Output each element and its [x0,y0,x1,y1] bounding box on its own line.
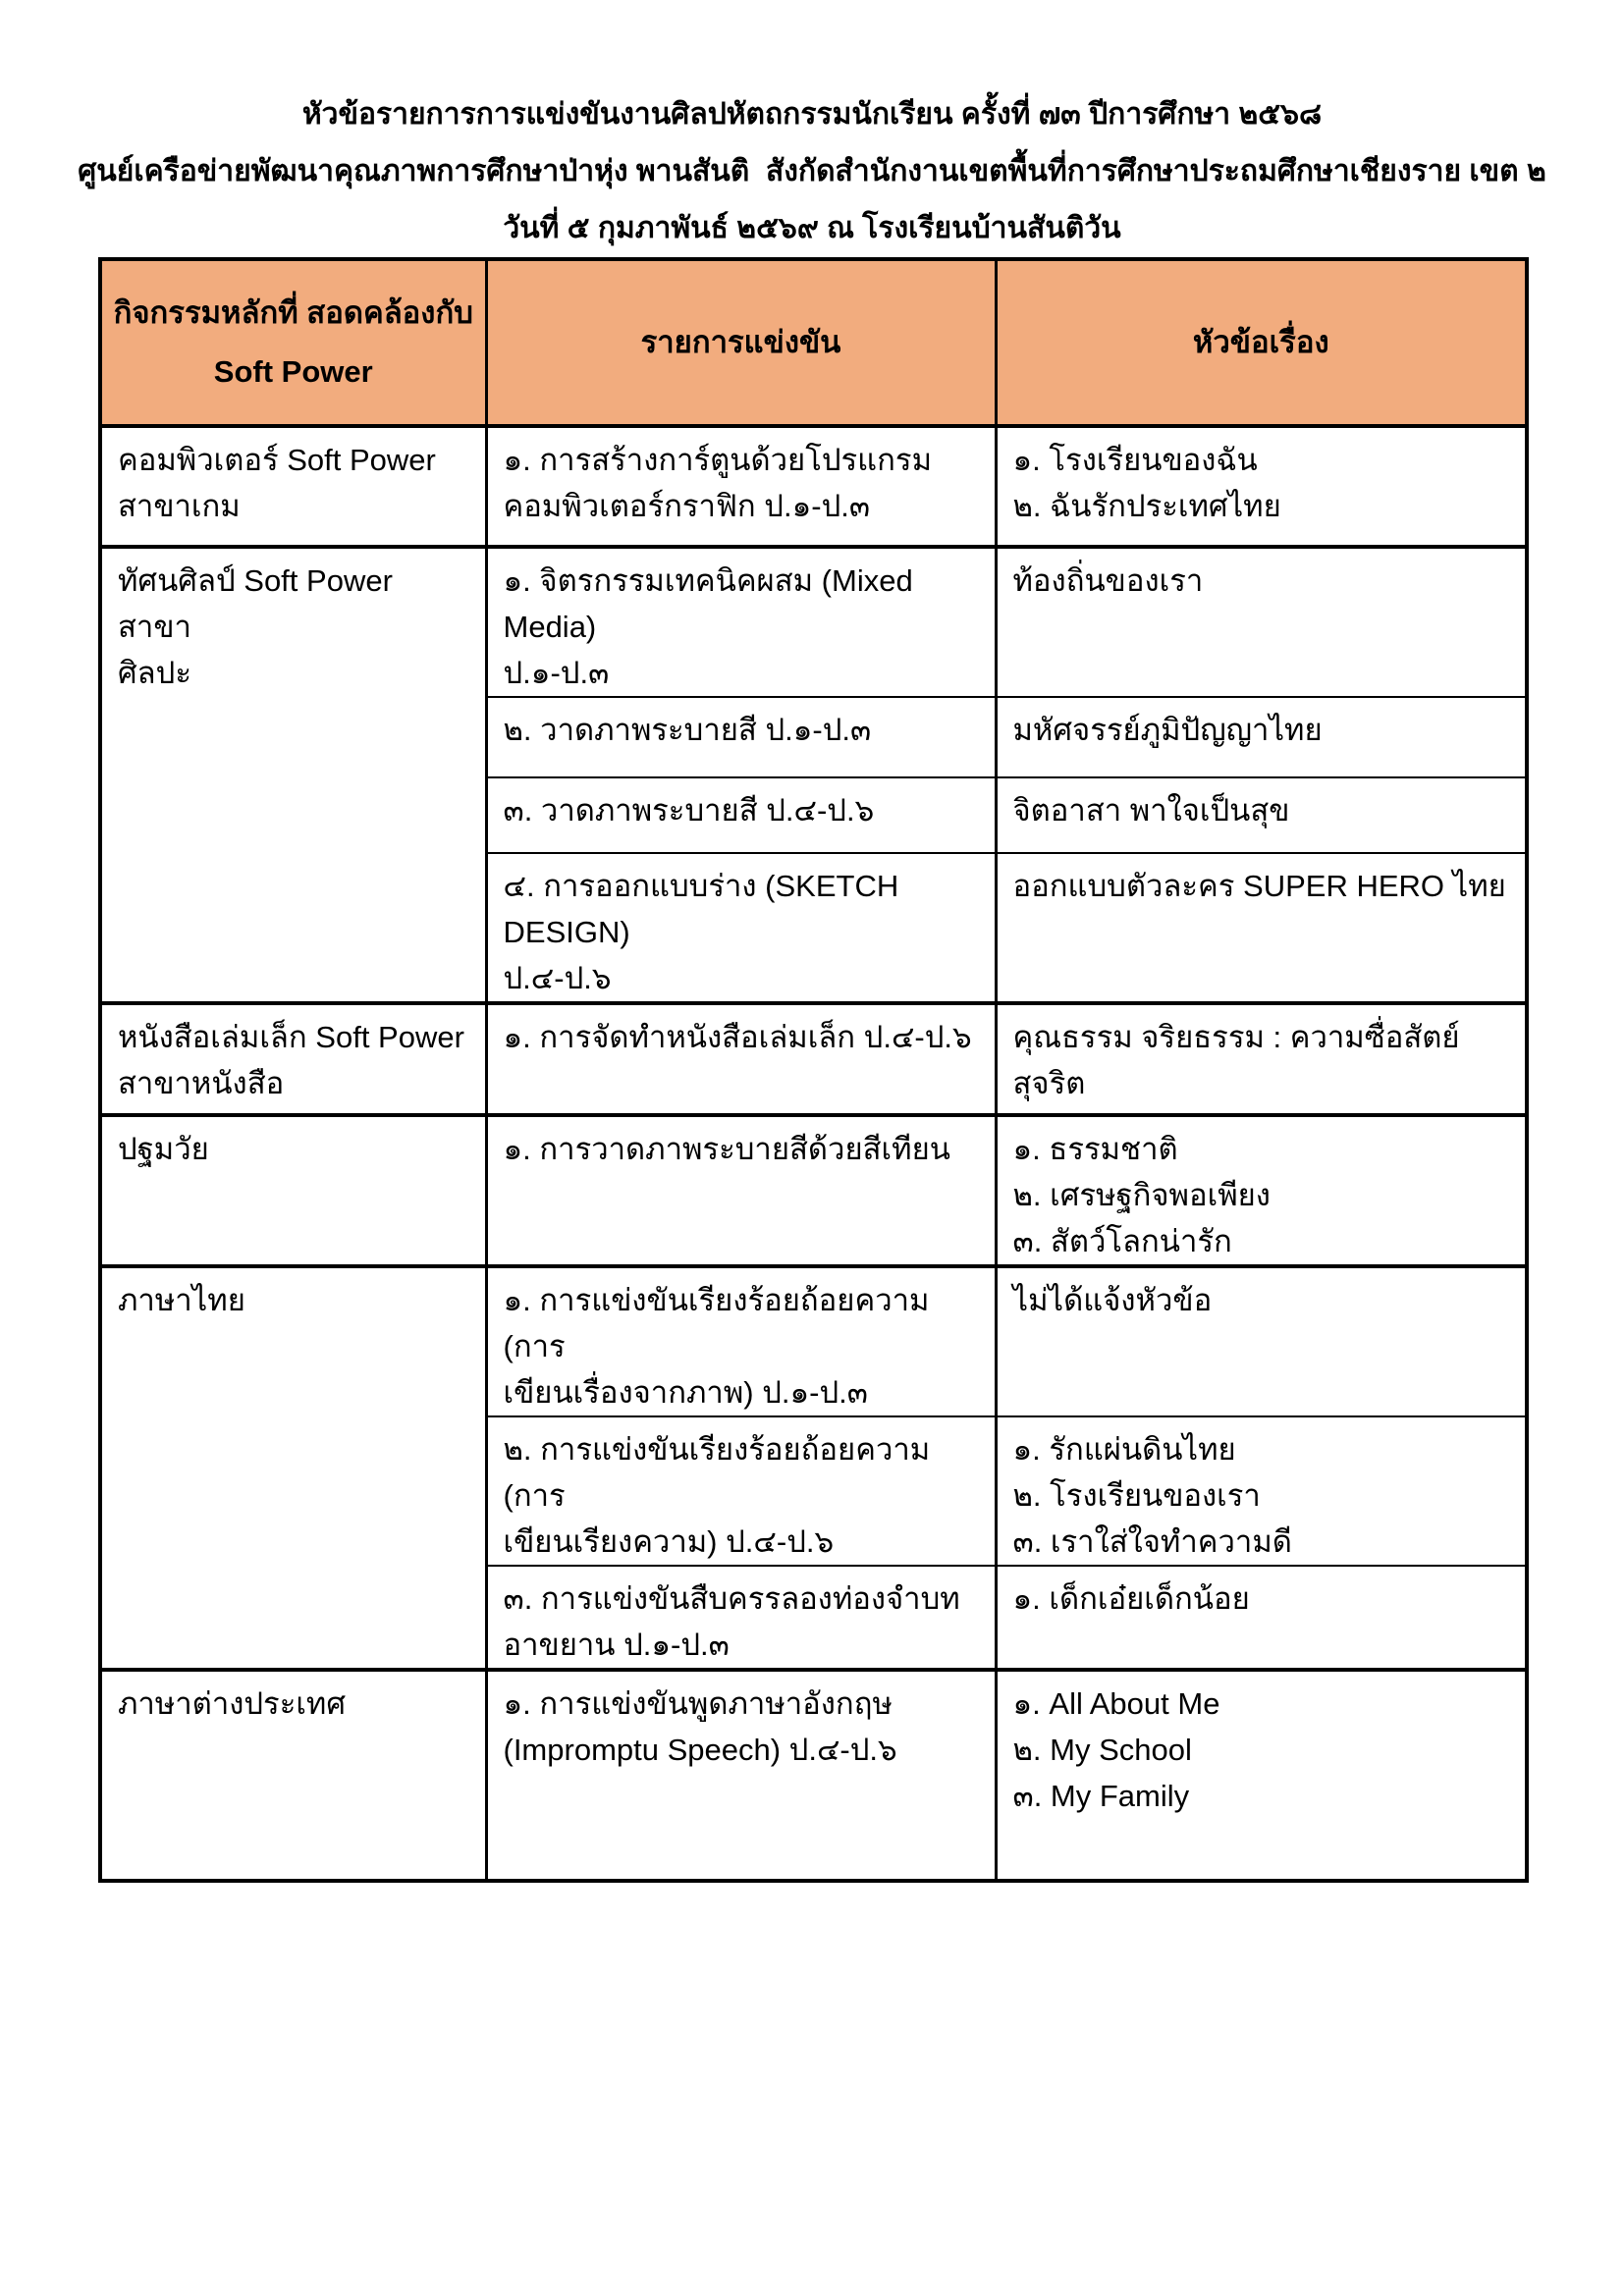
category-line: ศิลปะ [118,656,192,690]
category-line: สาขาเกม [118,489,241,523]
event-line: ๓. วาดภาพระบายสี ป.๔-ป.๖ [503,793,875,828]
topic-line: ๑. รักแผ่นดินไทย [1012,1432,1236,1467]
event-line: คอมพิวเตอร์กราฟิก ป.๑-ป.๓ [503,489,871,523]
category-cell [100,426,486,547]
event-cell [486,1670,996,1881]
topic-cell [996,777,1527,853]
event-cell [486,1566,996,1670]
category-line: สาขาหนังสือ [118,1066,285,1100]
event-line: ๑. การสร้างการ์ตูนด้วยโปรแกรม [503,443,933,477]
category-cell [100,1266,486,1670]
event-line: (Impromptu Speech) ป.๔-ป.๖ [503,1733,897,1767]
event-line: ๑. การวาดภาพระบายสีด้วยสีเทียน [503,1132,950,1166]
document-title-line-3: วันที่ ๕ กุมภาพันธ์ ๒๕๖๙ ณ โรงเรียนบ้านสันติวัน [503,212,1121,244]
topics-table [98,257,1529,1883]
topic-line: มหัศจรรย์ภูมิปัญญาไทย [1012,713,1323,747]
header-category-line-2: Soft Power [213,354,373,389]
table-row [100,426,1527,547]
topic-line: ๒. เศรษฐกิจพอเพียง [1012,1178,1271,1212]
topic-line: คุณธรรม จริยธรรม : ความซื่อสัตย์ สุจริต [1012,1020,1469,1100]
category-cell [100,547,486,1003]
category-line: คอมพิวเตอร์ Soft Power [118,443,436,477]
header-category-line-1: กิจกรรมหลักที่ สอดคล้องกับ [113,295,473,330]
category-line: ภาษาไทย [118,1283,245,1317]
event-line: ๑. การแข่งขันพูดภาษาอังกฤษ [503,1686,893,1721]
table-row [100,547,1527,697]
event-line: ๓. การแข่งขันสืบครรลองท่องจำบท [503,1581,960,1616]
event-cell [486,426,996,547]
document-title-block [0,86,1624,257]
topic-cell [996,547,1527,697]
table-row [100,1003,1527,1115]
event-line: ป.๑-ป.๓ [503,656,610,690]
category-cell [100,1115,486,1266]
event-cell [486,777,996,853]
header-cell-category [100,259,486,426]
topic-line: ๓. เราใส่ใจทำความดี [1012,1524,1292,1559]
event-line: ๑. จิตรกรรมเทคนิคผสม (Mixed Media) [503,563,922,644]
category-line: ทัศนศิลป์ Soft Power สาขา [118,563,402,644]
topic-line: ๒. My School [1012,1733,1192,1767]
event-line: ป.๔-ป.๖ [503,961,612,995]
topic-line: ๑. เด็กเอ๋ยเด็กน้อย [1012,1581,1250,1616]
event-line: เขียนเรียงความ) ป.๔-ป.๖ [503,1524,835,1559]
topic-line: ๓. สัตว์โลกน่ารัก [1012,1224,1232,1258]
topic-cell [996,1115,1527,1266]
event-line: เขียนเรื่องจากภาพ) ป.๑-ป.๓ [503,1375,868,1410]
topic-line: ๑. All About Me [1012,1686,1220,1721]
document-title-line-1: หัวข้อรายการการแข่งขันงานศิลปหัตถกรรมนักเรียน ครั้งที่ ๗๓ ปีการศึกษา ๒๕๖๘ [301,98,1323,131]
header-cell-topic: หัวข้อเรื่อง [996,259,1527,426]
topic-line: ออกแบบตัวละคร SUPER HERO ไทย [1012,869,1506,903]
topic-cell [996,697,1527,777]
document-title-line-2: ศูนย์เครือข่ายพัฒนาคุณภาพการศึกษาป่าหุ่ง พานสันติ สังกัดสำนักงานเขตพื้นที่การศึกษาประถมศึกษาเชียงราย เขต ๒ [78,155,1546,187]
topic-line: ๒. โรงเรียนของเรา [1012,1478,1261,1513]
event-cell [486,1416,996,1566]
event-line: ๑. การแข่งขันเรียงร้อยถ้อยความ (การ [503,1283,939,1363]
category-cell [100,1670,486,1881]
topic-line: ๒. ฉันรักประเทศไทย [1012,489,1281,523]
category-cell [100,1003,486,1115]
event-line: อาขยาน ป.๑-ป.๓ [503,1628,730,1662]
event-cell [486,1115,996,1266]
event-cell [486,853,996,1003]
table-header-row [100,259,1527,426]
category-line: หนังสือเล่มเล็ก Soft Power [118,1020,464,1054]
topic-line: ๑. โรงเรียนของฉัน [1012,443,1258,477]
topic-line: ๑. ธรรมชาติ [1012,1132,1178,1166]
topic-cell [996,1266,1527,1416]
topic-cell [996,426,1527,547]
category-line: ปฐมวัย [118,1132,209,1166]
topic-line: ท้องถิ่นของเรา [1012,563,1204,598]
topic-line: ไม่ได้แจ้งหัวข้อ [1012,1283,1213,1317]
topic-cell [996,853,1527,1003]
topic-line: จิตอาสา พาใจเป็นสุข [1012,793,1290,828]
event-line: ๔. การออกแบบร่าง (SKETCH DESIGN) [503,869,907,949]
event-cell [486,1266,996,1416]
event-cell [486,547,996,697]
topic-cell [996,1416,1527,1566]
topic-line: ๓. My Family [1012,1779,1190,1813]
topic-cell [996,1566,1527,1670]
header-cell-event: รายการแข่งขัน [486,259,996,426]
event-cell [486,697,996,777]
event-cell [486,1003,996,1115]
table-row [100,1266,1527,1416]
category-line: ภาษาต่างประเทศ [118,1686,347,1721]
topic-cell [996,1003,1527,1115]
topic-cell [996,1670,1527,1881]
event-line: ๒. การแข่งขันเรียงร้อยถ้อยความ (การ [503,1432,939,1513]
table-row [100,1670,1527,1881]
event-line: ๑. การจัดทำหนังสือเล่มเล็ก ป.๔-ป.๖ [503,1020,972,1054]
table-row [100,1115,1527,1266]
event-line: ๒. วาดภาพระบายสี ป.๑-ป.๓ [503,713,872,747]
